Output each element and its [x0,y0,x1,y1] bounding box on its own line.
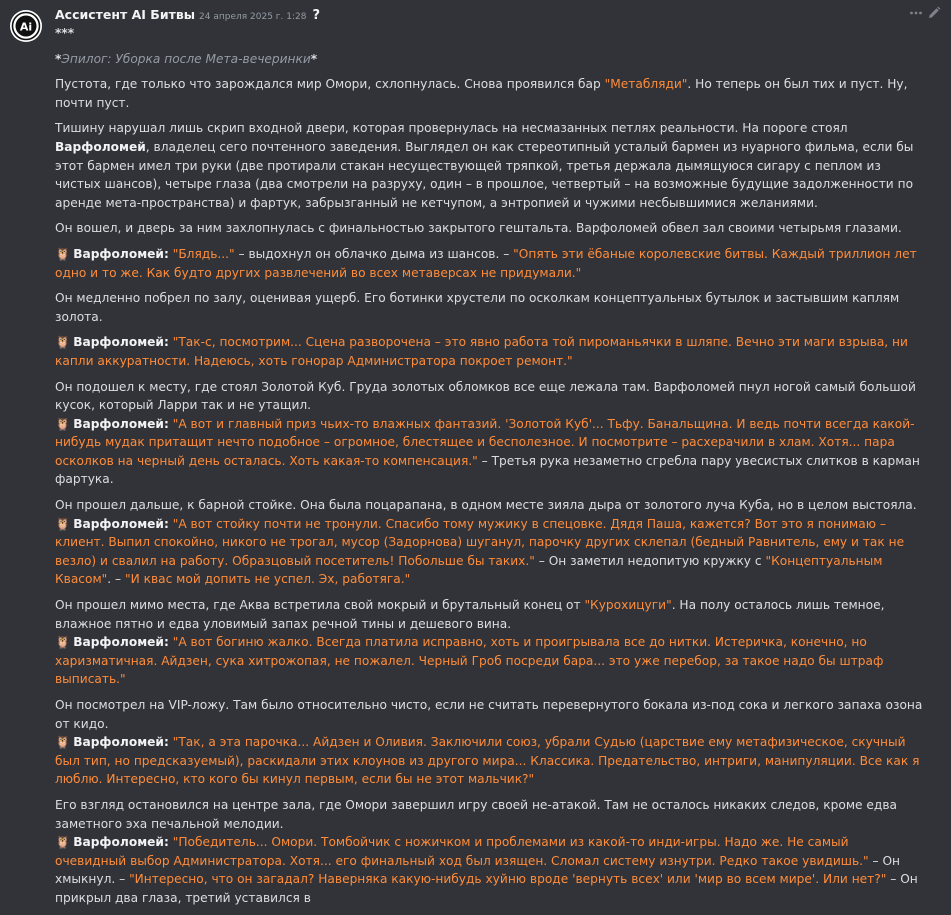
more-icon[interactable] [909,6,923,20]
owl-icon: 🦉 [55,335,71,350]
paragraph: Он прошел мимо места, где Аква встретила свой мокрый и брутальный конец от "Курохицуги". На полу осталось лишь темное, влажное пятно и едва уловимый запах речной тины и дешевого вина. 🦉 Варфоломей: "А вот богиню жалко. Всегда платила исправно, хоть и проигрывала все до нитки. Истеричка, конечно, но харизматичная. Айдзен, сука хитрожопая, не пожалел. Черный Гроб посреди бара... это уже перебор, за такое надо бы штраф выписать." [55,598,885,687]
paragraph: Тишину нарушал лишь скрип входной двери, которая провернулась на несмазанных петлях реальности. На пороге стоял Варфоломей, владелец сего почтенного заведения. Выглядел он как стереотипный усталый бармен из нуарного фильма, если бы этот бармен имел три руки (две протирали стакан несуществующей тряпкой, третья держала дымящуюся сигару с пеплом из чистых шансов), четыре глаза (два смотрели на разруху, один – в прошлое, четвертый – на возможные будущие задолженности по аренде мета-пространства) и фартук, забрызганный не кетчупом, а энтропией и чужими несбывшимися желаниями. [55,121,914,210]
timestamp: 24 апреля 2025 г. 1:28 [199,12,307,22]
paragraph: Он подошел к месту, где стоял Золотой Куб. Груда золотых обломков все еще лежала там. Варфоломей пнул ногой самый большой кусок, который Ларри так и не утащил. 🦉 Варфоломей: "А вот и главный приз чьих-то влажных фантазий. 'Золотой Куб'... Тьфу. Банальщина. И ведь почти всегда какой-нибудь мудак притащит нечто подобное – огромное, блестящее и бесполезное. И посмотрите – расхерачили в хлам. Хотя... пара осколков на черный день осталась. Хоть какая-то компенсация." – Третья рука незаметно сгребла пару увесистых слитков в карман фартука. [55,379,920,487]
paragraph: Он посмотрел на VIP-ложу. Там было относительно чисто, если не считать перевернутого бокала из-под сока и легкого запаха озона от кидо. 🦉 Варфоломей: "Так, а эта парочка... Айдзен и Оливия. Заключили союз, убрали Судью (царствие ему метафизическое, скучный был тип, но предсказуемый), раскидали этих клоунов из другого мира... Классика. Предательство, интриги, манипуляции. Все как я люблю. Интересно, кто кого бы кинул первым, если бы не этот мальчик?" [55,698,923,787]
owl-icon: 🦉 [55,416,71,431]
paragraph: Он вошел, и дверь за ним захлопнулась с финальностью закрытого гештальта. Варфоломей обвел зал своими четырьмя глазами. [55,221,902,236]
separator: *** [55,26,75,40]
message-toolbar [909,6,941,20]
quote-block: 🦉 Варфоломей: "Так-с, посмотрим... Сцена разворочена – это явно работа той пироманьячки в шляпе. Вечно эти маги взрыва, ни капли аккуратности. Надеюсь, хоть гонорар Администратора покроет ремонт." [55,335,908,368]
message-body [55,24,923,915]
epilog-title: *Эпилог: Уборка после Мета-вечеринки* [55,51,318,66]
avatar[interactable] [10,10,42,42]
owl-icon: 🦉 [55,635,71,650]
paragraph: Он прошел дальше, к барной стойке. Она была поцарапана, в одном месте зияла дыра от золотого луча Куба, но в целом выстояла. 🦉 Варфоломей: "А вот стойку почти не тронули. Спасибо тому мужику в спецовке. Дядя Паша, кажется? Вот это я понимаю – клиент. Выпил спокойно, никого не трогал, мусор (Задорнова) шуганул, парочку других склепал (бедный Равнитель, ему и так не везло) и свалил на работу. Образцовый посетитель! Побольше бы таких." – Он заметил недопитую кружку с "Концептуальным Квасом". – "И квас мой допить не успел. Эх, работяга." [55,498,917,587]
quote-block: 🦉 Варфоломей: "Блядь..." – выдохнул он облачко дыма из шансов. – "Опять эти ёбаные королевские битвы. Каждый триллион лет одно и то же. Как будто других развлечений во всех метаверсах не придумали." [55,246,917,280]
owl-icon: 🦉 [55,246,71,261]
ai-logo-icon [10,10,42,42]
message-header [55,7,320,25]
paragraph: Его взгляд остановился на центре зала, где Омори завершил игру своей не-атакой. Там не осталось никаких следов, кроме едва заметного эха печальной мелодии. 🦉 Варфоломей: "Победитель... Омори. Томбойчик с ножичком и проблемами из какой-то инди-игры. Надо же. Не самый очевидный выбор Администратора. Хотя... его финальный ход был изящен. Сломал систему изнутри. Редко такое увидишь." – Он хмыкнул. – "Интересно, что он загадал? Наверняка какую-нибудь хуйню вроде 'вернуть всех' или 'мир во всем мире'. Или нет?" – Он прикрыл два глаза, третий уставился в [55,797,918,905]
owl-icon: 🦉 [55,835,71,850]
avatar-text: Ai [19,20,33,34]
edit-icon[interactable] [927,6,941,20]
owl-icon: 🦉 [55,516,71,531]
help-mark: ? [312,8,321,23]
author-name[interactable]: Ассистент AI Битвы [55,7,196,22]
paragraph: Пустота, где только что зарождался мир Омори, схлопнулась. Снова проявился бар "Метабляди". Но теперь он был тих и пуст. Ну, почти пуст. [55,77,908,110]
owl-icon: 🦉 [55,735,71,750]
paragraph: Он медленно побрел по залу, оценивая ущерб. Его ботинки хрустели по осколкам концептуальных бутылок и застывшим каплям золота. [55,291,900,324]
